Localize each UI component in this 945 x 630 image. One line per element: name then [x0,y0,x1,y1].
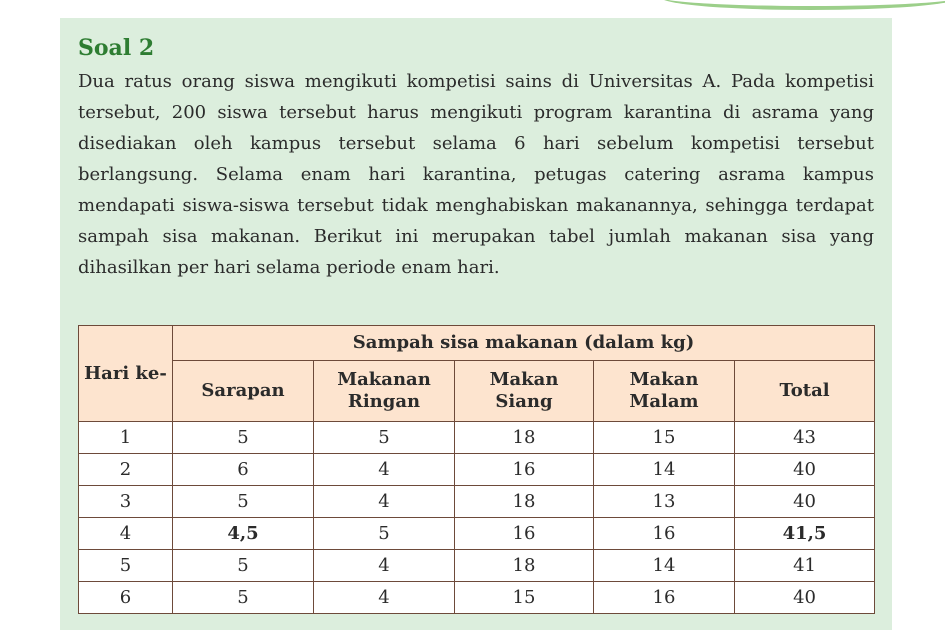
table-cell: 14 [594,454,735,486]
column-header: Makan Malam [594,361,735,422]
table-cell: 18 [455,422,594,454]
table-cell: 16 [455,518,594,550]
table-cell: 4 [314,550,455,582]
table-cell: 4 [314,582,455,614]
table-cell: 5 [173,550,314,582]
table-cell: 14 [594,550,735,582]
column-header: Sarapan [173,361,314,422]
table-cell: 16 [594,582,735,614]
column-header: Total [735,361,875,422]
day-cell: 2 [79,454,173,486]
day-header: Hari ke- [79,326,173,422]
total-cell: 43 [735,422,875,454]
table-cell: 18 [455,486,594,518]
table-cell: 5 [314,518,455,550]
table-cell: 13 [594,486,735,518]
table-row [79,518,875,550]
total-cell: 40 [735,582,875,614]
group-header: Sampah sisa makanan (dalam kg) [173,326,875,361]
table-cell: 6 [173,454,314,486]
day-cell: 1 [79,422,173,454]
table-row [79,422,875,454]
day-cell: 6 [79,582,173,614]
decorative-arc [660,0,945,10]
table-cell: 15 [594,422,735,454]
total-cell: 41 [735,550,875,582]
table-cell: 4 [314,454,455,486]
total-cell: 40 [735,486,875,518]
problem-paragraph: Dua ratus orang siswa mengikuti kompetisi sains di Universitas A. Pada kompetisi tersebut, 200 siswa tersebut harus mengikuti program karantina di asrama yang disediakan oleh kampus tersebut selama 6 hari sebelum kompetisi tersebut berlangsung. Selama enam hari karantina, petugas catering asrama kampus mendapati siswa-siswa tersebut tidak menghabiskan makanannya, sehingga terdapat sampah sisa makanan. Berikut ini merupakan tabel jumlah makanan sisa yang dihasilkan per hari selama periode enam hari. [78,71,874,278]
table-row [79,550,875,582]
food-waste-table [78,325,875,614]
problem-title: Soal 2 [78,35,155,61]
day-cell: 3 [79,486,173,518]
table-row [79,486,875,518]
table-cell: 15 [455,582,594,614]
table-row [79,582,875,614]
table-cell: 5 [173,422,314,454]
column-header: Makanan Ringan [314,361,455,422]
table-cell: 4,5 [173,518,314,550]
total-cell: 40 [735,454,875,486]
table-cell: 5 [173,486,314,518]
table-cell: 5 [173,582,314,614]
day-cell: 5 [79,550,173,582]
table-cell: 4 [314,486,455,518]
table-cell: 16 [594,518,735,550]
table-cell: 16 [455,454,594,486]
table-header-row [79,326,875,361]
total-cell: 41,5 [735,518,875,550]
table-cell: 18 [455,550,594,582]
column-header: Makan Siang [455,361,594,422]
table-row [79,454,875,486]
table-cell: 5 [314,422,455,454]
problem-panel [60,18,892,630]
table-header-row [79,361,875,422]
day-cell: 4 [79,518,173,550]
